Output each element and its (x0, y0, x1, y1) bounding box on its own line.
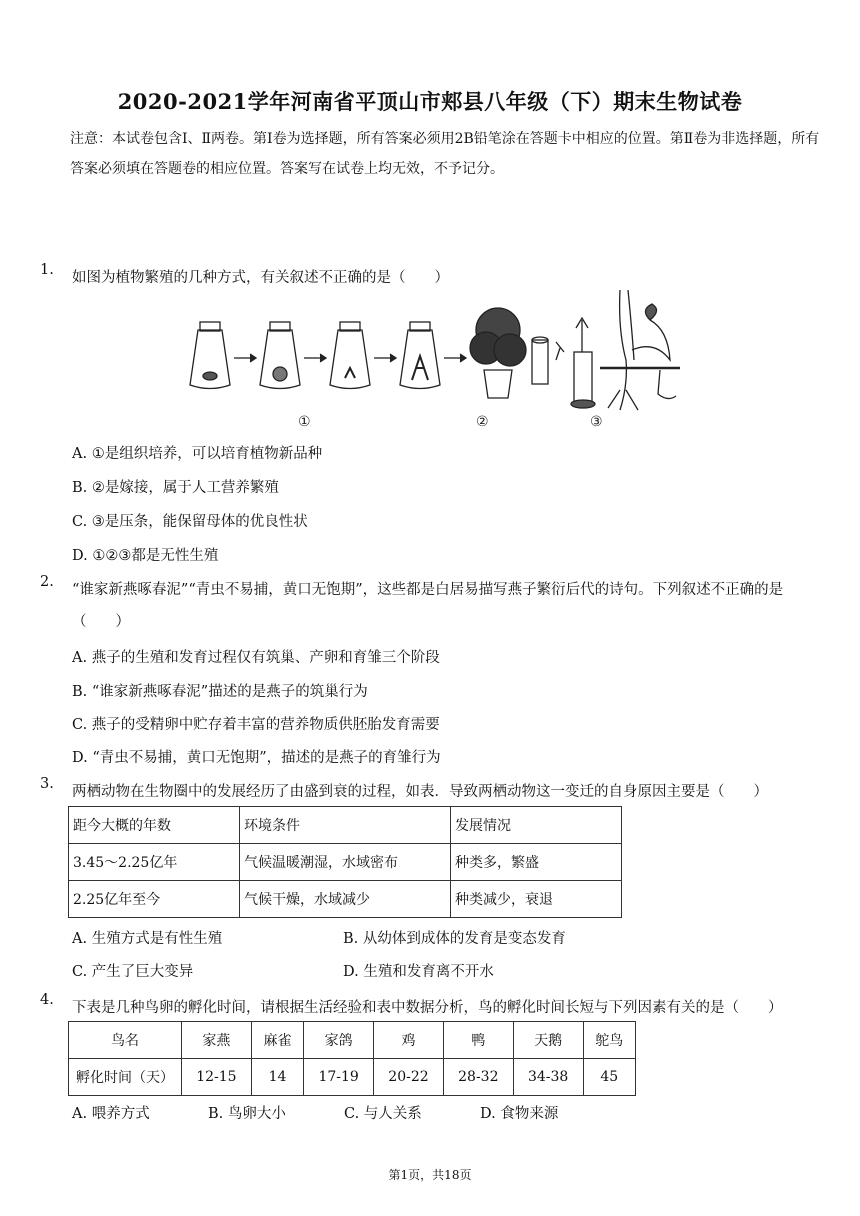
option-a[interactable]: A. 生殖方式是有性生殖 (72, 931, 223, 947)
grafting-icon (532, 318, 595, 408)
option-c[interactable]: C. 燕子的受精卵中贮存着丰富的营养物质供胚胎发育需要 (72, 717, 440, 733)
plant-reproduction-figure (180, 290, 680, 430)
flask-icon (330, 322, 370, 389)
question-text: “谁家新燕啄春泥”“青虫不易捕，黄口无饱期”，这些都是白居易描写燕子繁衍后代的诗句。下列叙述不正确的是（ ） (72, 582, 784, 630)
table-cell: 种类多，繁盛 (451, 844, 622, 881)
option-c[interactable]: C. 与人关系 (344, 1106, 422, 1122)
table-row (69, 1022, 636, 1059)
table-cell: 45 (583, 1059, 635, 1096)
option-b[interactable]: B. 鸟卵大小 (208, 1106, 286, 1122)
table-cell: 距今大概的年数 (69, 807, 240, 844)
flask-icon (400, 322, 440, 389)
option-b[interactable]: B. 从幼体到成体的发育是变态发育 (343, 931, 566, 947)
question-number: 2. (40, 574, 54, 590)
table-row (69, 844, 622, 881)
table-cell: 2.25亿年至今 (69, 881, 240, 918)
flask-icon (190, 322, 230, 389)
table-cell: 鸭 (443, 1022, 513, 1059)
page-title: 2020-2021学年河南省平顶山市郏县八年级（下）期末生物试卷 (117, 89, 743, 114)
table-row (69, 881, 622, 918)
table-row (69, 807, 622, 844)
table-cell: 气候温暖潮湿，水域密布 (240, 844, 451, 881)
figure-label-3: ③ (590, 414, 603, 430)
option-c[interactable]: C. 产生了巨大变异 (72, 964, 194, 980)
table-cell: 20-22 (374, 1059, 444, 1096)
table-cell: 麻雀 (251, 1022, 303, 1059)
table-cell: 12-15 (182, 1059, 252, 1096)
table-cell: 环境条件 (240, 807, 451, 844)
table-cell: 气候干燥，水域减少 (240, 881, 451, 918)
table-row (69, 1059, 636, 1096)
option-a[interactable]: A. 燕子的生殖和发育过程仅有筑巢、产卵和育雏三个阶段 (72, 650, 440, 666)
option-a[interactable]: A. ①是组织培养，可以培育植物新品种 (72, 446, 323, 462)
table-cell: 34-38 (513, 1059, 583, 1096)
question-number: 1. (40, 262, 54, 278)
question-number: 4. (40, 992, 54, 1008)
amphibian-table (68, 806, 622, 918)
table-cell: 鸟名 (69, 1022, 182, 1059)
table-cell: 种类减少，衰退 (451, 881, 622, 918)
table-cell: 28-32 (443, 1059, 513, 1096)
table-cell: 17-19 (304, 1059, 374, 1096)
question-text: 下表是几种鸟卵的孵化时间，请根据生活经验和表中数据分析，鸟的孵化时间长短与下列因素有关的是（ ） (72, 1000, 783, 1016)
option-b[interactable]: B. ②是嫁接，属于人工营养繁殖 (72, 480, 279, 496)
hatching-table (68, 1021, 636, 1096)
option-c[interactable]: C. ③是压条，能保留母体的优良性状 (72, 514, 308, 530)
layering-icon (600, 290, 680, 410)
table-cell: 家鸽 (304, 1022, 374, 1059)
option-a[interactable]: A. 喂养方式 (72, 1106, 150, 1122)
table-cell: 鸵鸟 (583, 1022, 635, 1059)
option-d[interactable]: D. ①②③都是无性生殖 (72, 548, 219, 564)
page-footer: 第1页，共18页 (388, 1168, 472, 1182)
table-cell: 鸡 (374, 1022, 444, 1059)
option-d[interactable]: D. 食物来源 (480, 1106, 559, 1122)
option-d[interactable]: D. 生殖和发育离不开水 (343, 964, 494, 980)
table-cell: 家燕 (182, 1022, 252, 1059)
question-text: 如图为植物繁殖的几种方式，有关叙述不正确的是（ ） (72, 270, 449, 286)
potted-plant-icon (470, 308, 526, 398)
figure-label-2: ② (476, 414, 489, 430)
option-b[interactable]: B. “谁家新燕啄春泥”描述的是燕子的筑巢行为 (72, 684, 368, 700)
question-2 (40, 574, 830, 638)
flask-icon (260, 322, 300, 389)
table-cell: 发展情况 (451, 807, 622, 844)
question-number: 3. (40, 776, 54, 792)
figure-label-1: ① (298, 414, 311, 430)
table-cell: 3.45～2.25亿年 (69, 844, 240, 881)
table-cell: 孵化时间（天） (69, 1059, 182, 1096)
question-text: 两栖动物在生物圈中的发展经历了由盛到衰的过程，如表．导致两栖动物这一变迁的自身原因主要是（ ） (72, 784, 768, 800)
option-d[interactable]: D. “青虫不易捕，黄口无饱期”，描述的是燕子的育雏行为 (72, 750, 441, 766)
exam-notice: 注意：本试卷包含Ⅰ、Ⅱ两卷。第Ⅰ卷为选择题，所有答案必须用2B铅笔涂在答题卡中相应的位置。第Ⅱ卷为非选择题，所有答案必须填在答题卷的相应位置。答案写在试卷上均无效，不予记分。 (70, 131, 820, 177)
table-cell: 天鹅 (513, 1022, 583, 1059)
table-cell: 14 (251, 1059, 303, 1096)
